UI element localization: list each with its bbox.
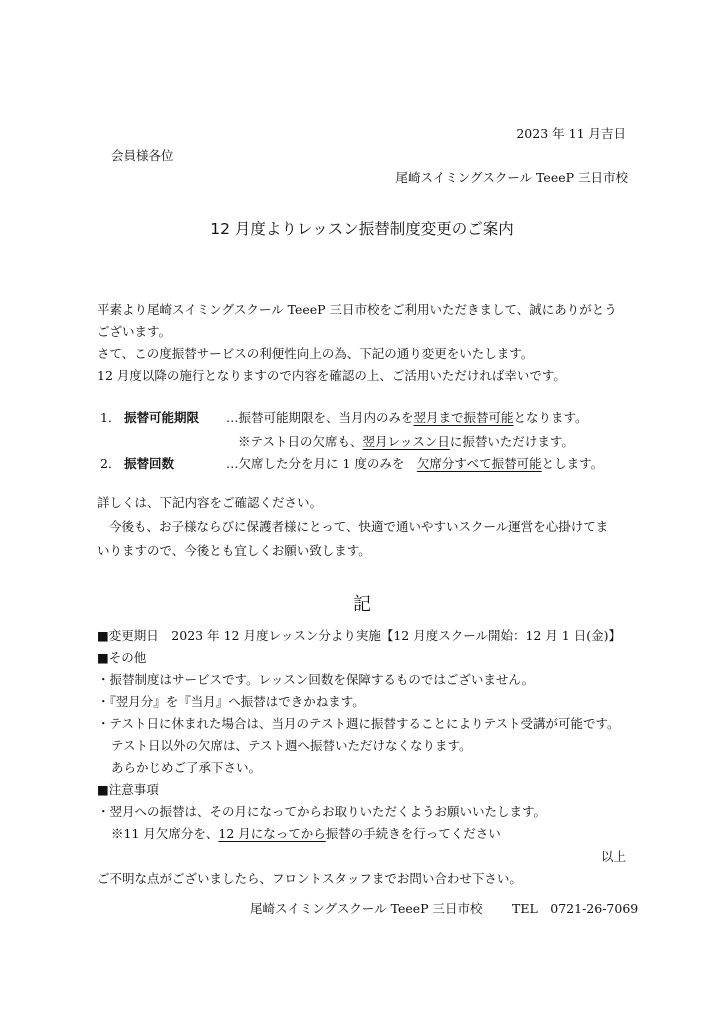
intro-line-2: ございます。 bbox=[97, 324, 172, 339]
closing-line-3: いりますので、今後とも宜しくお願い致します。 bbox=[97, 543, 371, 558]
closing-line-2: 今後も、お子様ならびに保護者様にとって、快適で通いやすいスクール運営を心掛けてま bbox=[109, 519, 609, 534]
other-item-3-continued: テスト日以外の欠席は、テスト週へ振替いただけなくなります。 bbox=[111, 738, 472, 753]
other-item-1: ・振替制度はサービスです。レッスン回数を保障するものではございません。 bbox=[97, 672, 535, 687]
item-2-label: 振替回数 bbox=[124, 456, 175, 471]
other-item-3-note: あらかじめご了承下さい。 bbox=[111, 760, 262, 775]
intro-line-3: さて、この度振替サービスの利便性向上の為、下記の通り変更をいたします。 bbox=[97, 346, 534, 361]
ki-heading: 記 bbox=[353, 594, 371, 615]
item-2-text: …欠席した分を月に 1 度のみを 欠席分すべて振替可能とします。 bbox=[226, 456, 604, 471]
other-item-3: ・テスト日に休まれた場合は、当月のテスト週に振替することによりテスト受講が可能です。 bbox=[97, 716, 620, 731]
item-1-label: 振替可能期限 bbox=[124, 410, 200, 425]
caution-item-1: ・翌月への振替は、その月になってからお取りいただくようお願いいたします。 bbox=[97, 804, 547, 819]
intro-line-1: 平素より尾崎スイミングスクール TeeeP 三日市校をご利用いただきまして、誠にありがとう bbox=[97, 302, 617, 317]
sender: 尾崎スイミングスクール TeeeP 三日市校 bbox=[395, 170, 628, 185]
document-date: 2023 年 11 月吉日 bbox=[516, 126, 626, 141]
intro-line-4: 12 月度以降の施行となりますので内容を確認の上、ご活用いただければ幸いです。 bbox=[97, 368, 566, 383]
page-title: 12 月度よりレッスン振替制度変更のご案内 bbox=[210, 220, 514, 238]
caution-heading: ■注意事項 bbox=[97, 782, 159, 797]
other-item-2: ・『翌月分』を『当月』へ振替はできかねます。 bbox=[97, 694, 365, 709]
contact-note: ご不明な点がございましたら、フロントスタッフまでお問い合わせ下さい。 bbox=[97, 871, 522, 886]
closing-line-1: 詳しくは、下記内容をご確認ください。 bbox=[97, 495, 323, 510]
item-1-number: 1． bbox=[100, 410, 121, 425]
other-heading: ■その他 bbox=[97, 650, 147, 665]
recipient: 会員様各位 bbox=[111, 148, 174, 163]
item-1-text: …振替可能期限を、当月内のみを翌月まで振替可能となります。 bbox=[226, 410, 588, 425]
ijou-closing: 以上 bbox=[600, 849, 626, 864]
change-date: ■変更期日 2023 年 12 月度レッスン分より実施【12 月度スクール開始：12 月 1 日(金)】 bbox=[97, 628, 621, 643]
item-2-number: 2． bbox=[100, 456, 121, 471]
footer-tel: TEL 0721-26-7069 bbox=[512, 901, 639, 916]
item-1-note: ※テスト日の欠席も、翌月レッスン日に振替いただけます。 bbox=[238, 434, 574, 449]
caution-item-2: ※11 月欠席分を、12 月になってから振替の手続きを行ってください bbox=[111, 826, 501, 841]
footer-school: 尾崎スイミングスクール TeeeP 三日市校 bbox=[250, 901, 483, 916]
